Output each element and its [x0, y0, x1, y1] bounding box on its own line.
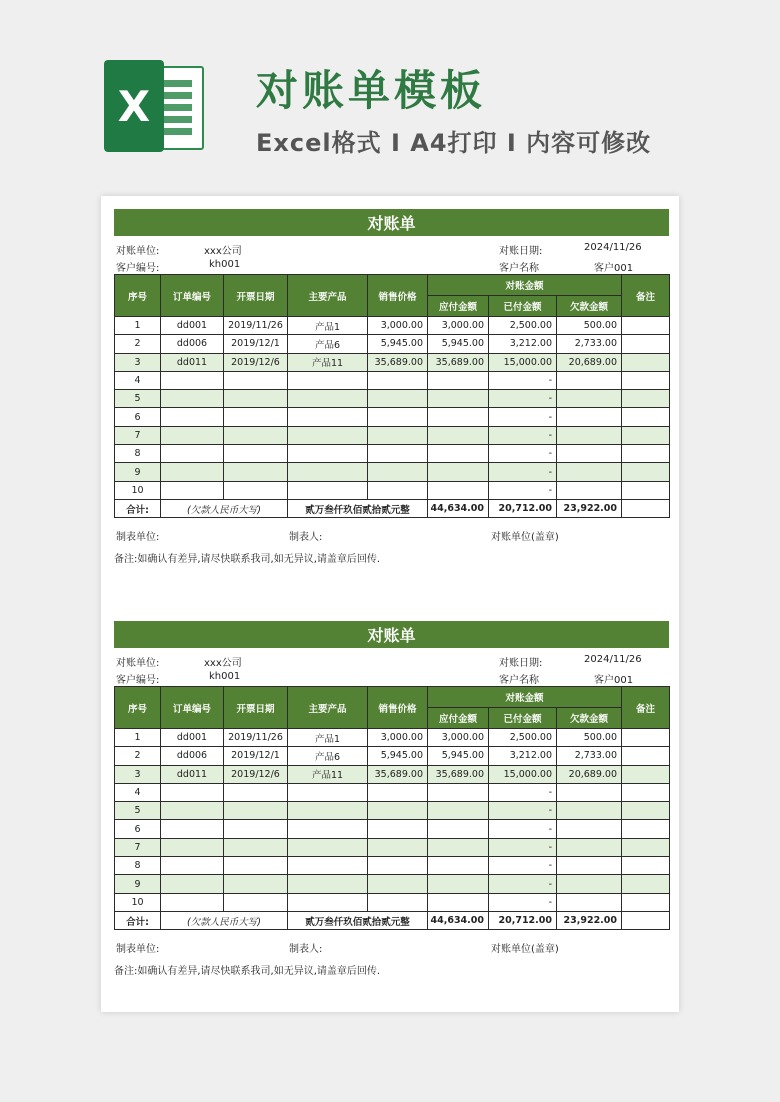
cell-product: 产品11 — [288, 353, 368, 371]
cell-seq: 6 — [115, 408, 161, 426]
cell-remark — [622, 390, 670, 408]
cell-order — [161, 445, 224, 463]
col-remark: 备注 — [622, 687, 670, 729]
table-row — [115, 802, 670, 820]
info-row-2 — [114, 257, 669, 274]
cell-order — [161, 783, 224, 801]
total-owed: 23,922.00 — [557, 911, 622, 929]
cell-owed — [557, 857, 622, 875]
total-label: 合计: — [115, 911, 161, 929]
cell-date: 2019/11/26 — [224, 729, 288, 747]
cell-owed — [557, 445, 622, 463]
cell-remark — [622, 857, 670, 875]
footer-signatures — [114, 518, 669, 544]
cell-order — [161, 875, 224, 893]
info-row-2 — [114, 669, 669, 686]
total-words-note: (欠款人民币大写) — [161, 911, 288, 929]
cell-price — [368, 893, 428, 911]
cell-owed: 500.00 — [557, 729, 622, 747]
cell-paid: - — [489, 426, 557, 444]
col-order: 订单编号 — [161, 687, 224, 729]
cell-seq: 2 — [115, 747, 161, 765]
col-paid: 已付金额 — [489, 708, 557, 729]
cust-name-label: 客户名称 — [499, 675, 539, 686]
cell-product: 产品1 — [288, 729, 368, 747]
cell-price — [368, 481, 428, 499]
cell-order: dd011 — [161, 765, 224, 783]
col-product: 主要产品 — [288, 275, 368, 317]
cell-order — [161, 481, 224, 499]
cell-seq: 7 — [115, 838, 161, 856]
cell-paid: - — [489, 802, 557, 820]
cell-seq: 8 — [115, 445, 161, 463]
page-title: 对账单模板 — [256, 66, 487, 115]
cell-remark — [622, 317, 670, 335]
cell-date — [224, 371, 288, 389]
cell-product: 产品1 — [288, 317, 368, 335]
cell-price — [368, 820, 428, 838]
col-product: 主要产品 — [288, 687, 368, 729]
table-row — [115, 838, 670, 856]
banner — [0, 0, 780, 190]
cell-owed: 20,689.00 — [557, 765, 622, 783]
cell-payable — [428, 371, 489, 389]
page-subtitle: Excel格式 I A4打印 I 内容可修改 — [256, 129, 652, 157]
col-seq: 序号 — [115, 687, 161, 729]
total-payable: 44,634.00 — [428, 911, 489, 929]
cell-order: dd011 — [161, 353, 224, 371]
cell-paid: 3,212.00 — [489, 747, 557, 765]
cell-owed — [557, 893, 622, 911]
date-value: 2024/11/26 — [584, 654, 642, 665]
cell-payable — [428, 481, 489, 499]
cell-seq: 7 — [115, 426, 161, 444]
col-price: 销售价格 — [368, 275, 428, 317]
statement-2 — [114, 621, 669, 977]
cell-paid: - — [489, 783, 557, 801]
cell-product: 产品11 — [288, 765, 368, 783]
cust-no-label: 客户编号: — [116, 675, 160, 686]
cust-no-label: 客户编号: — [116, 263, 160, 274]
cell-remark — [622, 426, 670, 444]
cell-owed: 2,733.00 — [557, 335, 622, 353]
cell-product — [288, 838, 368, 856]
table-row — [115, 765, 670, 783]
cell-paid: 2,500.00 — [489, 317, 557, 335]
cell-date — [224, 857, 288, 875]
cell-product — [288, 893, 368, 911]
cell-payable — [428, 820, 489, 838]
cell-seq: 4 — [115, 783, 161, 801]
cell-seq: 2 — [115, 335, 161, 353]
info-row-1 — [114, 236, 669, 257]
cell-date — [224, 426, 288, 444]
cell-date: 2019/12/6 — [224, 353, 288, 371]
maker-label: 制表单位: — [116, 944, 160, 956]
cell-paid: - — [489, 408, 557, 426]
cell-price — [368, 408, 428, 426]
cell-owed — [557, 820, 622, 838]
cell-date — [224, 783, 288, 801]
cell-paid: - — [489, 371, 557, 389]
cell-order — [161, 893, 224, 911]
cell-order: dd001 — [161, 317, 224, 335]
cell-seq: 5 — [115, 802, 161, 820]
cell-product: 产品6 — [288, 747, 368, 765]
table-row — [115, 820, 670, 838]
table-row — [115, 893, 670, 911]
col-payable: 应付金额 — [428, 296, 489, 317]
table-row — [115, 783, 670, 801]
cell-paid: - — [489, 875, 557, 893]
statement-note: 备注:如确认有差异,请尽快联系我司,如无异议,请盖章后回传. — [114, 966, 381, 978]
cell-owed — [557, 481, 622, 499]
seal-label: 对账单位(盖章) — [491, 532, 559, 544]
cell-product — [288, 820, 368, 838]
col-owed: 欠款金额 — [557, 296, 622, 317]
cell-owed — [557, 390, 622, 408]
table-row — [115, 317, 670, 335]
cell-paid: - — [489, 838, 557, 856]
total-remark — [622, 911, 670, 929]
cell-price: 5,945.00 — [368, 747, 428, 765]
cell-owed — [557, 371, 622, 389]
table-row — [115, 875, 670, 893]
cust-no-value: kh001 — [209, 259, 241, 270]
cust-name-label: 客户名称 — [499, 263, 539, 274]
cell-paid: - — [489, 463, 557, 481]
cell-date — [224, 463, 288, 481]
footer-signatures — [114, 930, 669, 956]
statement-note: 备注:如确认有差异,请尽快联系我司,如无异议,请盖章后回传. — [114, 554, 381, 566]
total-label: 合计: — [115, 499, 161, 517]
cell-owed: 2,733.00 — [557, 747, 622, 765]
cell-product — [288, 426, 368, 444]
total-owed: 23,922.00 — [557, 499, 622, 517]
cell-price — [368, 390, 428, 408]
table-row — [115, 747, 670, 765]
table-row — [115, 335, 670, 353]
cell-order: dd001 — [161, 729, 224, 747]
preparer-label: 制表人: — [289, 944, 323, 956]
cell-order — [161, 820, 224, 838]
cell-owed — [557, 408, 622, 426]
cell-price: 3,000.00 — [368, 729, 428, 747]
cell-date — [224, 481, 288, 499]
cell-remark — [622, 335, 670, 353]
cell-paid: - — [489, 390, 557, 408]
cell-order — [161, 371, 224, 389]
cell-price — [368, 783, 428, 801]
total-paid: 20,712.00 — [489, 499, 557, 517]
cell-remark — [622, 463, 670, 481]
cust-name-value: 客户001 — [594, 675, 634, 686]
table-row — [115, 857, 670, 875]
table-row — [115, 426, 670, 444]
unit-value: xxx公司 — [204, 246, 242, 257]
total-words-note: (欠款人民币大写) — [161, 499, 288, 517]
total-words: 贰万叁仟玖佰贰拾贰元整 — [288, 499, 428, 517]
cell-payable — [428, 463, 489, 481]
cell-seq: 9 — [115, 463, 161, 481]
table-row — [115, 353, 670, 371]
cell-seq: 10 — [115, 481, 161, 499]
cell-payable: 35,689.00 — [428, 765, 489, 783]
cell-order — [161, 463, 224, 481]
total-words: 贰万叁仟玖佰贰拾贰元整 — [288, 911, 428, 929]
cell-payable — [428, 802, 489, 820]
cell-payable — [428, 408, 489, 426]
cell-paid: - — [489, 857, 557, 875]
excel-logo-letter: X — [104, 60, 164, 152]
cell-remark — [622, 783, 670, 801]
cell-product — [288, 445, 368, 463]
cust-no-value: kh001 — [209, 671, 241, 682]
cell-payable — [428, 838, 489, 856]
cell-owed — [557, 463, 622, 481]
cell-owed: 500.00 — [557, 317, 622, 335]
cell-remark — [622, 408, 670, 426]
excel-logo-icon — [104, 60, 204, 152]
cell-order — [161, 408, 224, 426]
total-row — [115, 911, 670, 929]
cell-price — [368, 426, 428, 444]
cell-payable — [428, 893, 489, 911]
unit-label: 对账单位: — [116, 658, 160, 669]
cell-remark — [622, 802, 670, 820]
col-invoice-date: 开票日期 — [224, 275, 288, 317]
cell-owed — [557, 802, 622, 820]
maker-label: 制表单位: — [116, 532, 160, 544]
cell-remark — [622, 747, 670, 765]
cell-price: 5,945.00 — [368, 335, 428, 353]
cell-owed — [557, 783, 622, 801]
cell-payable — [428, 445, 489, 463]
cell-order: dd006 — [161, 747, 224, 765]
cell-seq: 3 — [115, 353, 161, 371]
cell-date: 2019/12/1 — [224, 335, 288, 353]
cell-seq: 6 — [115, 820, 161, 838]
cell-payable — [428, 390, 489, 408]
table-row — [115, 390, 670, 408]
cell-owed — [557, 875, 622, 893]
cell-product: 产品6 — [288, 335, 368, 353]
cust-name-value: 客户001 — [594, 263, 634, 274]
cell-paid: 2,500.00 — [489, 729, 557, 747]
cell-price — [368, 371, 428, 389]
cell-product — [288, 857, 368, 875]
cell-price — [368, 463, 428, 481]
cell-seq: 8 — [115, 857, 161, 875]
table-row — [115, 445, 670, 463]
cell-date — [224, 390, 288, 408]
cell-order — [161, 390, 224, 408]
cell-price: 35,689.00 — [368, 353, 428, 371]
cell-remark — [622, 765, 670, 783]
cell-date: 2019/12/6 — [224, 765, 288, 783]
cell-order: dd006 — [161, 335, 224, 353]
statement-1 — [114, 209, 669, 565]
cell-seq: 4 — [115, 371, 161, 389]
statement-title: 对账单 — [114, 209, 669, 236]
cell-payable — [428, 426, 489, 444]
cell-date — [224, 820, 288, 838]
cell-paid: - — [489, 820, 557, 838]
cell-price — [368, 857, 428, 875]
statement-title: 对账单 — [114, 621, 669, 648]
cell-remark — [622, 838, 670, 856]
cell-date — [224, 408, 288, 426]
cell-date: 2019/11/26 — [224, 317, 288, 335]
col-amount-group: 对账金额 — [428, 275, 622, 296]
table-row — [115, 729, 670, 747]
col-remark: 备注 — [622, 275, 670, 317]
total-payable: 44,634.00 — [428, 499, 489, 517]
cell-order — [161, 426, 224, 444]
cell-payable: 3,000.00 — [428, 317, 489, 335]
col-amount-group: 对账金额 — [428, 687, 622, 708]
col-invoice-date: 开票日期 — [224, 687, 288, 729]
table-row — [115, 463, 670, 481]
unit-label: 对账单位: — [116, 246, 160, 257]
col-seq: 序号 — [115, 275, 161, 317]
info-row-1 — [114, 648, 669, 669]
cell-payable — [428, 857, 489, 875]
preparer-label: 制表人: — [289, 532, 323, 544]
cell-seq: 1 — [115, 729, 161, 747]
cell-payable: 3,000.00 — [428, 729, 489, 747]
cell-date — [224, 802, 288, 820]
document-page — [101, 196, 679, 1012]
cell-price — [368, 802, 428, 820]
date-label: 对账日期: — [499, 658, 543, 669]
cell-owed — [557, 426, 622, 444]
total-remark — [622, 499, 670, 517]
cell-date — [224, 445, 288, 463]
cell-order — [161, 857, 224, 875]
cell-price — [368, 838, 428, 856]
cell-paid: 15,000.00 — [489, 353, 557, 371]
cell-date — [224, 875, 288, 893]
cell-price: 3,000.00 — [368, 317, 428, 335]
cell-seq: 5 — [115, 390, 161, 408]
col-order: 订单编号 — [161, 275, 224, 317]
statement-table — [114, 274, 670, 518]
cell-remark — [622, 729, 670, 747]
cell-paid: - — [489, 445, 557, 463]
cell-seq: 1 — [115, 317, 161, 335]
cell-order — [161, 838, 224, 856]
col-price: 销售价格 — [368, 687, 428, 729]
cell-paid: - — [489, 481, 557, 499]
date-label: 对账日期: — [499, 246, 543, 257]
col-paid: 已付金额 — [489, 296, 557, 317]
col-owed: 欠款金额 — [557, 708, 622, 729]
total-paid: 20,712.00 — [489, 911, 557, 929]
cell-remark — [622, 371, 670, 389]
cell-date: 2019/12/1 — [224, 747, 288, 765]
cell-seq: 10 — [115, 893, 161, 911]
cell-remark — [622, 820, 670, 838]
table-row — [115, 481, 670, 499]
cell-product — [288, 371, 368, 389]
cell-date — [224, 838, 288, 856]
cell-product — [288, 463, 368, 481]
cell-owed: 20,689.00 — [557, 353, 622, 371]
cell-price — [368, 445, 428, 463]
cell-order — [161, 802, 224, 820]
cell-product — [288, 390, 368, 408]
cell-price — [368, 875, 428, 893]
cell-seq: 3 — [115, 765, 161, 783]
cell-price: 35,689.00 — [368, 765, 428, 783]
statement-table — [114, 686, 670, 930]
cell-payable: 5,945.00 — [428, 335, 489, 353]
cell-payable: 5,945.00 — [428, 747, 489, 765]
cell-payable — [428, 783, 489, 801]
cell-owed — [557, 838, 622, 856]
cell-date — [224, 893, 288, 911]
cell-payable — [428, 875, 489, 893]
table-row — [115, 408, 670, 426]
unit-value: xxx公司 — [204, 658, 242, 669]
cell-remark — [622, 353, 670, 371]
cell-product — [288, 802, 368, 820]
col-payable: 应付金额 — [428, 708, 489, 729]
cell-remark — [622, 875, 670, 893]
cell-paid: 15,000.00 — [489, 765, 557, 783]
date-value: 2024/11/26 — [584, 242, 642, 253]
table-row — [115, 371, 670, 389]
seal-label: 对账单位(盖章) — [491, 944, 559, 956]
cell-paid: 3,212.00 — [489, 335, 557, 353]
cell-product — [288, 408, 368, 426]
cell-seq: 9 — [115, 875, 161, 893]
cell-remark — [622, 445, 670, 463]
cell-product — [288, 783, 368, 801]
cell-product — [288, 875, 368, 893]
cell-remark — [622, 893, 670, 911]
cell-payable: 35,689.00 — [428, 353, 489, 371]
cell-paid: - — [489, 893, 557, 911]
cell-remark — [622, 481, 670, 499]
total-row — [115, 499, 670, 517]
cell-product — [288, 481, 368, 499]
